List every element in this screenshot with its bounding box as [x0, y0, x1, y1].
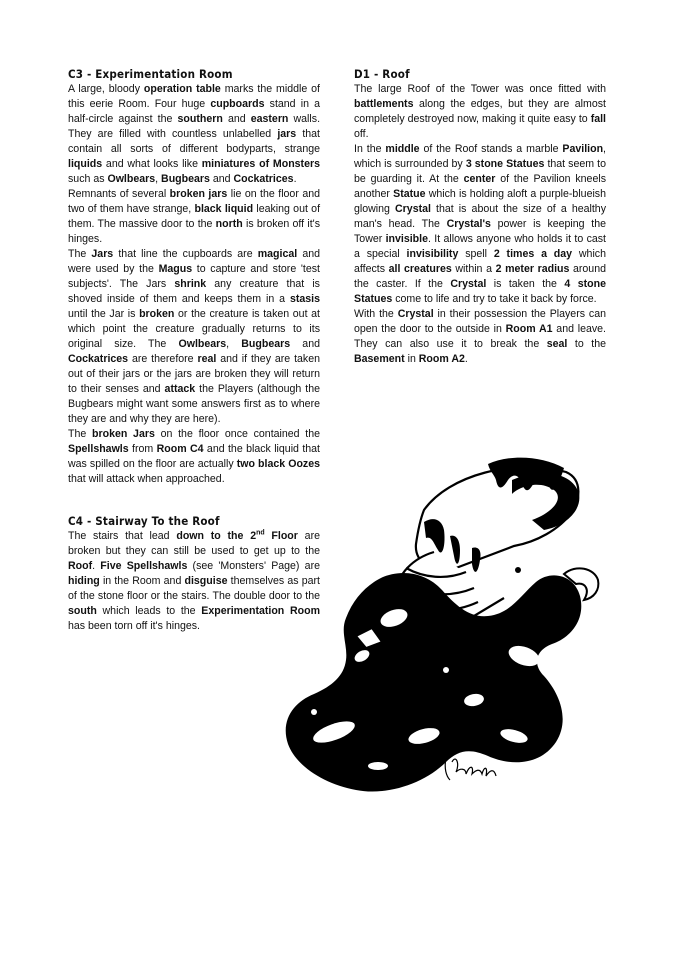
text-run: and	[290, 338, 320, 350]
paragraph	[354, 142, 606, 307]
bold-term: Owlbears	[107, 173, 156, 185]
bold-term: battlements	[354, 98, 414, 110]
text-run: power is keeping the Tower	[354, 218, 606, 245]
text-run: and	[222, 113, 251, 125]
bold-term: Cockatrices	[68, 353, 129, 365]
text-run: The	[68, 248, 92, 260]
section-title-c3: C3 - Experimentation Room	[68, 67, 233, 81]
text-run: spell	[458, 248, 494, 260]
bold-term: Floor	[264, 530, 298, 542]
bold-term: two black Oozes	[236, 458, 320, 470]
text-run: and	[209, 173, 234, 185]
bold-term: attack	[164, 383, 196, 395]
bold-term: broken	[139, 308, 175, 320]
text-run: which is holding aloft a purple-blueish glowing	[354, 188, 606, 215]
bold-term: operation table	[143, 83, 221, 95]
bold-term: 2 meter radius	[495, 263, 570, 275]
text-run: leaking out of them. The massive door to the	[68, 203, 321, 230]
bold-term: Crystal's	[446, 218, 491, 230]
bold-term: Roof	[68, 560, 93, 572]
text-run: The	[68, 428, 92, 440]
bold-term: nd	[256, 529, 265, 537]
text-run: .	[293, 173, 297, 185]
text-run: ,	[155, 173, 162, 185]
text-run: which affects	[354, 248, 606, 275]
text-run: (see 'Monsters' Page) are	[187, 560, 320, 572]
text-run: from	[128, 443, 157, 455]
bold-term: Five Spellshawls	[100, 560, 188, 572]
bold-term: cupboards	[210, 98, 265, 110]
bold-term: 4 stone Statues	[354, 278, 606, 305]
section-body-d1	[354, 82, 606, 367]
text-run: themselves as part of the stone floor or the stairs. The double door to the	[68, 575, 320, 602]
bold-term: Crystal	[450, 278, 487, 290]
text-run: which leads to the	[96, 605, 202, 617]
bold-term: Room A1	[505, 323, 553, 335]
text-run: and if they are taken out of their jars or the jars are broken they will return to their senses and	[68, 353, 320, 395]
bold-term: 3 stone Statues	[465, 158, 545, 170]
bold-term: center	[463, 173, 496, 185]
bold-term: liquids	[68, 158, 103, 170]
paragraph	[354, 82, 606, 142]
text-run: and were used by the	[68, 248, 321, 275]
section-title-d1: D1 - Roof	[354, 67, 410, 81]
text-run: that is about the size of a healthy man's head. The	[354, 203, 606, 230]
text-run: With the	[354, 308, 398, 320]
bold-term: broken jars	[169, 188, 228, 200]
bold-term: magical	[257, 248, 298, 260]
text-run: are broken but they can still be used to get up to the	[68, 530, 320, 557]
bold-term: invisibility	[406, 248, 459, 260]
text-run: of the Roof stands a marble	[419, 143, 563, 155]
text-run: within a	[451, 263, 496, 275]
bold-term: Room A2	[418, 353, 465, 365]
bold-term: southern	[177, 113, 223, 125]
paragraph	[68, 187, 320, 247]
ooze-puddle	[286, 573, 582, 792]
bold-term: 2 times a day	[493, 248, 573, 260]
text-run: the Players (although the Bugbears might want some answers first as to where they are and why they are here).	[68, 383, 320, 425]
bold-term: jars	[277, 128, 297, 140]
text-run: marks the middle of this eerie Room. Four huge	[68, 83, 320, 110]
bold-term: Crystal	[397, 308, 434, 320]
right-column	[354, 66, 606, 367]
text-run: stand in a half-circle against the	[68, 98, 320, 125]
text-run: until the Jar is	[68, 308, 140, 320]
bold-term: seal	[546, 338, 568, 350]
text-run: and the black liquid that was spilled on the floor are actually	[68, 443, 320, 470]
bold-term: broken Jars	[92, 428, 155, 440]
artist-signature	[445, 758, 496, 780]
bold-term: Jars	[91, 248, 114, 260]
text-run: or the creature is taken out at which point the creature gradually returns to its original size. The	[68, 308, 320, 350]
text-run: In the	[354, 143, 386, 155]
bold-term: Crystal	[395, 203, 431, 215]
bold-term: miniatures of Monsters	[201, 158, 320, 170]
text-run: and what looks like	[102, 158, 202, 170]
text-run: , which is surrounded by	[354, 143, 606, 170]
text-run: lie on the floor and two of them have strange,	[68, 188, 320, 215]
bold-term: middle	[385, 143, 420, 155]
text-run: that line the cupboards are	[113, 248, 258, 260]
text-run: walls. They are filled with countless unlabelled	[68, 113, 321, 140]
bold-term: disguise	[184, 575, 228, 587]
bold-term: south	[68, 605, 97, 617]
text-run: on the floor once contained the	[154, 428, 321, 440]
text-run: .	[92, 560, 101, 572]
bold-term: all creatures	[388, 263, 452, 275]
text-run: and leave. They can also use it to break the	[354, 323, 606, 350]
text-run: that will attack when approached.	[68, 473, 225, 485]
text-run: is broken off it's hinges.	[68, 218, 320, 245]
text-run: are therefore	[128, 353, 198, 365]
bold-term: black liquid	[194, 203, 254, 215]
text-run: along the edges, but they are almost completely destroyed now, making it quite easy to	[354, 98, 606, 125]
bold-term: Statue	[393, 188, 426, 200]
text-run: around the caster. If the	[354, 263, 606, 290]
bold-term: stasis	[289, 293, 320, 305]
text-run: . It allows anyone who holds it to cast a special	[354, 233, 606, 260]
paragraph	[68, 82, 320, 187]
text-run: off.	[354, 128, 369, 140]
text-run: in	[404, 353, 419, 365]
bold-term: Bugbears	[241, 338, 291, 350]
bold-term: Pavilion	[562, 143, 604, 155]
text-run: in the Room and	[99, 575, 185, 587]
text-run: in their possession the Players can open the door to the outside in	[354, 308, 606, 335]
bold-term: eastern	[250, 113, 289, 125]
text-run: come to life and try to take it back by force.	[392, 293, 597, 305]
bold-term: Room C4	[156, 443, 204, 455]
text-run: The large Roof of the Tower was once fitted with	[354, 83, 606, 95]
text-run: of the Pavilion kneels another	[354, 173, 606, 200]
bold-term: shrink	[174, 278, 207, 290]
bold-term: Spellshawls	[68, 443, 129, 455]
text-run: The stairs that lead	[68, 530, 177, 542]
bold-term: Experimentation Room	[201, 605, 320, 617]
text-run: that seem to be guarding it. At the	[354, 158, 606, 185]
text-run: ,	[226, 338, 242, 350]
text-run: such as	[68, 173, 108, 185]
paragraph	[354, 307, 606, 367]
section-body-c3	[68, 82, 320, 487]
bold-term: Basement	[354, 353, 405, 365]
text-run: has been torn off it's hinges.	[68, 620, 200, 632]
bold-term: real	[197, 353, 217, 365]
text-run: .	[464, 353, 468, 365]
text-run: to the	[567, 338, 606, 350]
bold-term: north	[215, 218, 243, 230]
bold-term: down to the 2	[176, 530, 257, 542]
paragraph	[68, 247, 320, 427]
text-run: Remnants of several	[68, 188, 170, 200]
bold-term: Magus	[158, 263, 193, 275]
bold-term: Cockatrices	[233, 173, 294, 185]
bold-term: Owlbears	[178, 338, 227, 350]
text-run: that contain all sorts of different bodyparts, strange	[68, 128, 320, 155]
section-title-c4: C4 - Stairway To the Roof	[68, 514, 220, 528]
text-run: A large, bloody	[68, 83, 144, 95]
text-run: any creature that is shoved inside of them and keeps them in a	[68, 278, 320, 305]
bold-term: fall	[590, 113, 606, 125]
bold-term: Bugbears	[161, 173, 210, 185]
ooze-jar-illustration	[274, 450, 610, 804]
bold-term: invisible	[385, 233, 428, 245]
bold-term: hiding	[68, 575, 100, 587]
text-run: is taken the	[486, 278, 565, 290]
text-run: to capture and store 'test subjects'. The Jars	[68, 263, 320, 290]
